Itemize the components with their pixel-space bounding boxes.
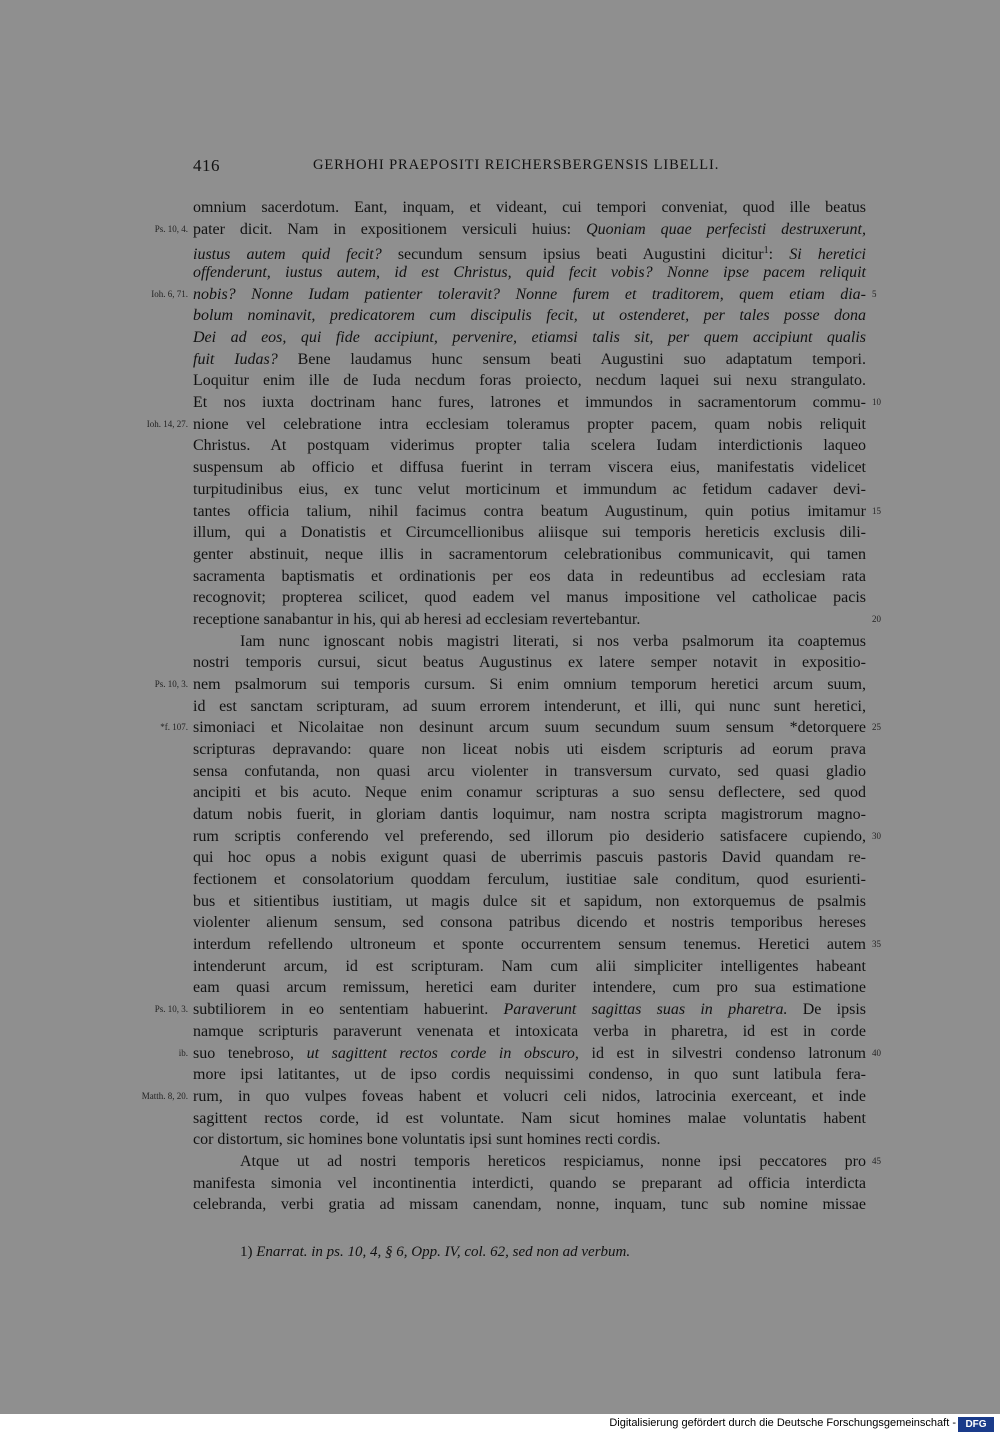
text-line xyxy=(193,804,866,826)
text-segment: subtiliorem in eo sententiam habuerint. xyxy=(193,1001,504,1019)
text-segment: celebranda, verbi gratia ad missam canendam, nonne, inquam, tunc sub nomine missae xyxy=(193,1196,866,1214)
line-number: 45 xyxy=(872,1155,881,1166)
text-line xyxy=(193,999,866,1021)
text-segment: offenderunt, iustus autem, id est Christus, quid fecit vobis? Nonne ipse pacem reliquit xyxy=(193,264,866,282)
line-number: 30 xyxy=(872,830,881,841)
footer-bar xyxy=(0,1414,1000,1434)
text-line xyxy=(193,327,866,349)
text-segment: receptione sanabantur in his, qui ab heresi ad ecclesiam revertebantur. xyxy=(193,610,641,628)
text-segment: bus et sitientibus iustitiam, ut magis dulce sit et sapidum, non extorquemus de psalmis xyxy=(193,892,866,910)
text-line xyxy=(193,479,866,501)
margin-reference: *f. 107. xyxy=(160,722,188,733)
text-segment: sagittent rectos corde, id est voluntate. Nam sicut homines malae voluntatis habent xyxy=(193,1109,866,1127)
text-line xyxy=(193,370,866,392)
text-segment: eam quasi arcum remissum, heretici eam duriter intendere, cum pro sua estimatione xyxy=(193,979,866,997)
text-segment: secundum sensum ipsius beati Augustini dicitur xyxy=(381,246,764,264)
text-line xyxy=(193,782,866,804)
text-segment: nostri temporis cursui, sicut beatus Augustinus ex latere semper notavit in expositio- xyxy=(193,654,866,672)
text-line xyxy=(193,392,866,414)
footnote-marker: 1) xyxy=(240,1244,253,1260)
footnote xyxy=(240,1242,880,1262)
text-segment: violenter alienum sensum, sed consona patribus dicendo et nostris temporibus hereses xyxy=(193,914,866,932)
text-line xyxy=(240,631,866,653)
line-number: 5 xyxy=(872,288,877,299)
text-segment: Paraverunt sagittas suas in pharetra. xyxy=(503,1001,788,1019)
text-line xyxy=(240,1151,866,1173)
text-segment: namque scripturis paraverunt venenata et intoxicata verba in pharetra, id est in corde xyxy=(193,1022,866,1040)
text-line xyxy=(193,435,866,457)
text-line xyxy=(193,284,866,306)
running-head: GERHOHI PRAEPOSITI REICHERSBERGENSIS LIBELLI. xyxy=(313,157,720,173)
funding-notice: Digitalisierung gefördert durch die Deutsche Forschungsgemeinschaft - xyxy=(609,1417,956,1429)
text-segment: genter abstinuit, neque illis in sacramentorum celebrationibus communicavit, qui tamen xyxy=(193,545,866,563)
text-segment: fectionem et consolatorium quoddam ferculum, iustitiae sale conditum, quod esurienti- xyxy=(193,871,866,889)
text-line xyxy=(193,1194,866,1216)
line-number: 40 xyxy=(872,1047,881,1058)
text-segment: rum scriptis conferendo vel preferendo, sed illorum pio desiderio satisfacere cupiendo, xyxy=(193,827,866,845)
margin-reference: Ps. 10, 4. xyxy=(154,223,188,234)
text-line xyxy=(193,566,866,588)
text-segment: intenderunt arcum, id est scripturam. Nam cum alii simpliciter intelligentes habeant xyxy=(193,957,866,975)
text-segment: nobis? Nonne Iudam patienter toleravit? Nonne furem et traditorem, quem etiam dia- xyxy=(193,285,866,303)
text-line xyxy=(193,869,866,891)
text-segment: Dei ad eos, qui fide accipiunt, pervenire, etiamsi talis sit, per quem accipiunt qualis xyxy=(193,329,866,347)
text-segment: cor distortum, sic homines bone voluntatis ipsi sunt homines recti cordis. xyxy=(193,1131,661,1149)
text-line xyxy=(193,414,866,436)
text-line xyxy=(193,674,866,696)
text-line xyxy=(193,522,866,544)
text-segment: illum, qui a Donatistis et Circumcellionibus aliisque sui temporis hereticis exclusis dili- xyxy=(193,524,866,542)
text-segment: interdum refellendo ultroneum et sponte occurrentem sensum tenemus. Heretici autem xyxy=(193,936,866,954)
text-segment: ut sagittent rectos corde in obscuro, xyxy=(306,1044,579,1062)
text-line xyxy=(193,912,866,934)
text-line xyxy=(193,1086,866,1108)
margin-reference: ib. xyxy=(178,1047,188,1058)
text-line xyxy=(193,761,866,783)
margin-reference: Ioh. 6, 71. xyxy=(151,288,188,299)
text-segment: nione vel celebratione intra ecclesiam toleramus propter pacem, quam nobis reliquit xyxy=(193,415,866,433)
text-segment: scripturas depravando: quare non liceat nobis uti eisdem scripturis ad eorum prava xyxy=(193,741,866,758)
text-segment: id est in silvestri condenso latronum xyxy=(578,1044,866,1062)
text-line xyxy=(193,609,866,631)
text-line xyxy=(193,1021,866,1043)
text-segment: qui hoc opus a nobis exigunt quasi de uberrimis pascuis pastoris David quandam re- xyxy=(193,849,866,867)
text-segment: more ipsi latitantes, ut de ipso cordis nequissimi condenso, in quo sunt latibula fera- xyxy=(193,1066,866,1084)
text-line xyxy=(193,977,866,999)
text-line xyxy=(193,1064,866,1086)
text-line xyxy=(193,457,866,479)
text-line xyxy=(193,219,866,241)
text-line xyxy=(193,1108,866,1130)
text-segment: pater dicit. Nam in expositionem versiculi huius: xyxy=(193,220,587,238)
footnote-reference: 1 xyxy=(763,245,769,257)
text-segment: De ipsis xyxy=(787,1001,867,1019)
text-segment: Christus. At postquam viderimus propter talia scelera Iudam interdictionis laqueo xyxy=(193,437,866,455)
text-line xyxy=(193,262,866,284)
text-line xyxy=(193,587,866,609)
text-line xyxy=(193,717,866,739)
text-segment: suspensum ab officio et diffusa fuerint in terram viscera eius, manifestatis videlicet xyxy=(193,459,866,477)
dfg-logo: DFG xyxy=(958,1417,994,1432)
text-line xyxy=(193,696,866,718)
text-line xyxy=(193,934,866,956)
text-line xyxy=(193,197,866,219)
text-line xyxy=(193,847,866,869)
text-segment: nem psalmorum sui temporis cursum. Si enim omnium temporum heretici arcum suum, xyxy=(193,675,866,693)
text-segment: Si heretici xyxy=(789,246,867,264)
line-number: 20 xyxy=(872,613,881,624)
text-segment: Bene laudamus hunc sensum beati Augustini suo adaptatum tempori. xyxy=(277,350,866,368)
margin-reference: Ioh. 14, 27. xyxy=(146,418,188,429)
text-segment: simoniaci et Nicolaitae non desinunt arcum suum secundum suum sensum *detorquere xyxy=(193,719,866,737)
text-line xyxy=(193,1173,866,1195)
text-segment: suo tenebroso, xyxy=(193,1044,307,1062)
text-line xyxy=(193,240,866,262)
text-segment: Atque ut ad nostri temporis hereticos respiciamus, nonne ipsi peccatores pro xyxy=(240,1152,866,1170)
text-line xyxy=(193,501,866,523)
text-segment: Et nos iuxta doctrinam hanc fures, latrones et immundos in sacramentorum commu- xyxy=(193,394,866,412)
margin-reference: Ps. 10, 3. xyxy=(154,1004,188,1015)
margin-reference: Ps. 10, 3. xyxy=(154,678,188,689)
text-segment: ancipiti et bis acuto. Neque enim conamur scripturas a suo sensu deflectere, sed quod xyxy=(193,784,866,802)
text-line xyxy=(193,652,866,674)
line-number: 25 xyxy=(872,722,881,733)
text-segment: turpitudinibus eius, ex tunc velut morticinum et immundum ac fetidum cadaver devi- xyxy=(193,480,866,498)
page-header xyxy=(193,156,869,182)
text-segment: rum, in quo vulpes foveas habent et volucri celi nidos, latrocinia exerceant, et inde xyxy=(193,1087,866,1105)
line-number: 10 xyxy=(872,397,881,408)
text-line xyxy=(193,739,866,761)
text-segment: Iam nunc ignoscant nobis magistri literati, si nos verba psalmorum ita coaptemus xyxy=(240,632,866,650)
text-line xyxy=(193,826,866,848)
text-line xyxy=(193,544,866,566)
text-segment: fuit Iudas? xyxy=(193,350,278,368)
text-line xyxy=(193,891,866,913)
text-line xyxy=(193,305,866,327)
text-segment: omnium sacerdotum. Eant, inquam, et videant, cui tempori conveniat, quod ille beatus xyxy=(193,199,866,216)
footnote-text: Enarrat. in ps. 10, 4, § 6, Opp. IV, col. 62, sed non ad verbum. xyxy=(256,1244,631,1260)
text-segment: manifesta simonia vel incontinentia interdicti, quando se preparant ad officia interdicta xyxy=(193,1174,866,1192)
text-segment: iustus autem quid fecit? xyxy=(193,246,382,264)
text-line xyxy=(193,349,866,371)
text-line xyxy=(193,1129,866,1151)
line-number: 35 xyxy=(872,939,881,950)
text-segment: datum nobis fuerit, in gloriam dantis loquimur, nam nostra scripta magistrorum magno- xyxy=(193,806,866,824)
text-segment: bolum nominavit, predicatorem cum discipulis fecit, ut ostenderet, per tales posse dona xyxy=(193,307,866,325)
text-segment: Quoniam quae perfecisti destruxerunt, xyxy=(586,220,866,238)
text-line xyxy=(193,956,866,978)
margin-reference: Matth. 8, 20. xyxy=(141,1090,188,1101)
line-number: 15 xyxy=(872,505,881,516)
text-line xyxy=(193,1043,866,1065)
page-number: 416 xyxy=(193,156,220,175)
text-segment: tantes officia talium, nihil facimus contra beatum Augustinum, quin potius imitamur xyxy=(193,502,866,520)
text-segment: : xyxy=(768,246,790,264)
text-segment: Loquitur enim ille de Iuda necdum foras proiecto, necdum laquei sui nexu strangulato. xyxy=(193,372,866,390)
text-segment: sacramenta baptismatis et ordinationis per eos data in redeuntibus ad ecclesiam rata xyxy=(193,567,866,585)
text-segment: recognovit; propterea scilicet, quod eadem vel manus impositione vel catholicae pacis xyxy=(193,589,866,607)
text-segment: sensa confutanda, non quasi arcu violenter in transversum curvato, sed quasi gladio xyxy=(193,762,866,780)
text-segment: id est sanctam scripturam, ad suum errorem intenderunt, et illi, qui nunc sunt heretici, xyxy=(193,697,866,715)
